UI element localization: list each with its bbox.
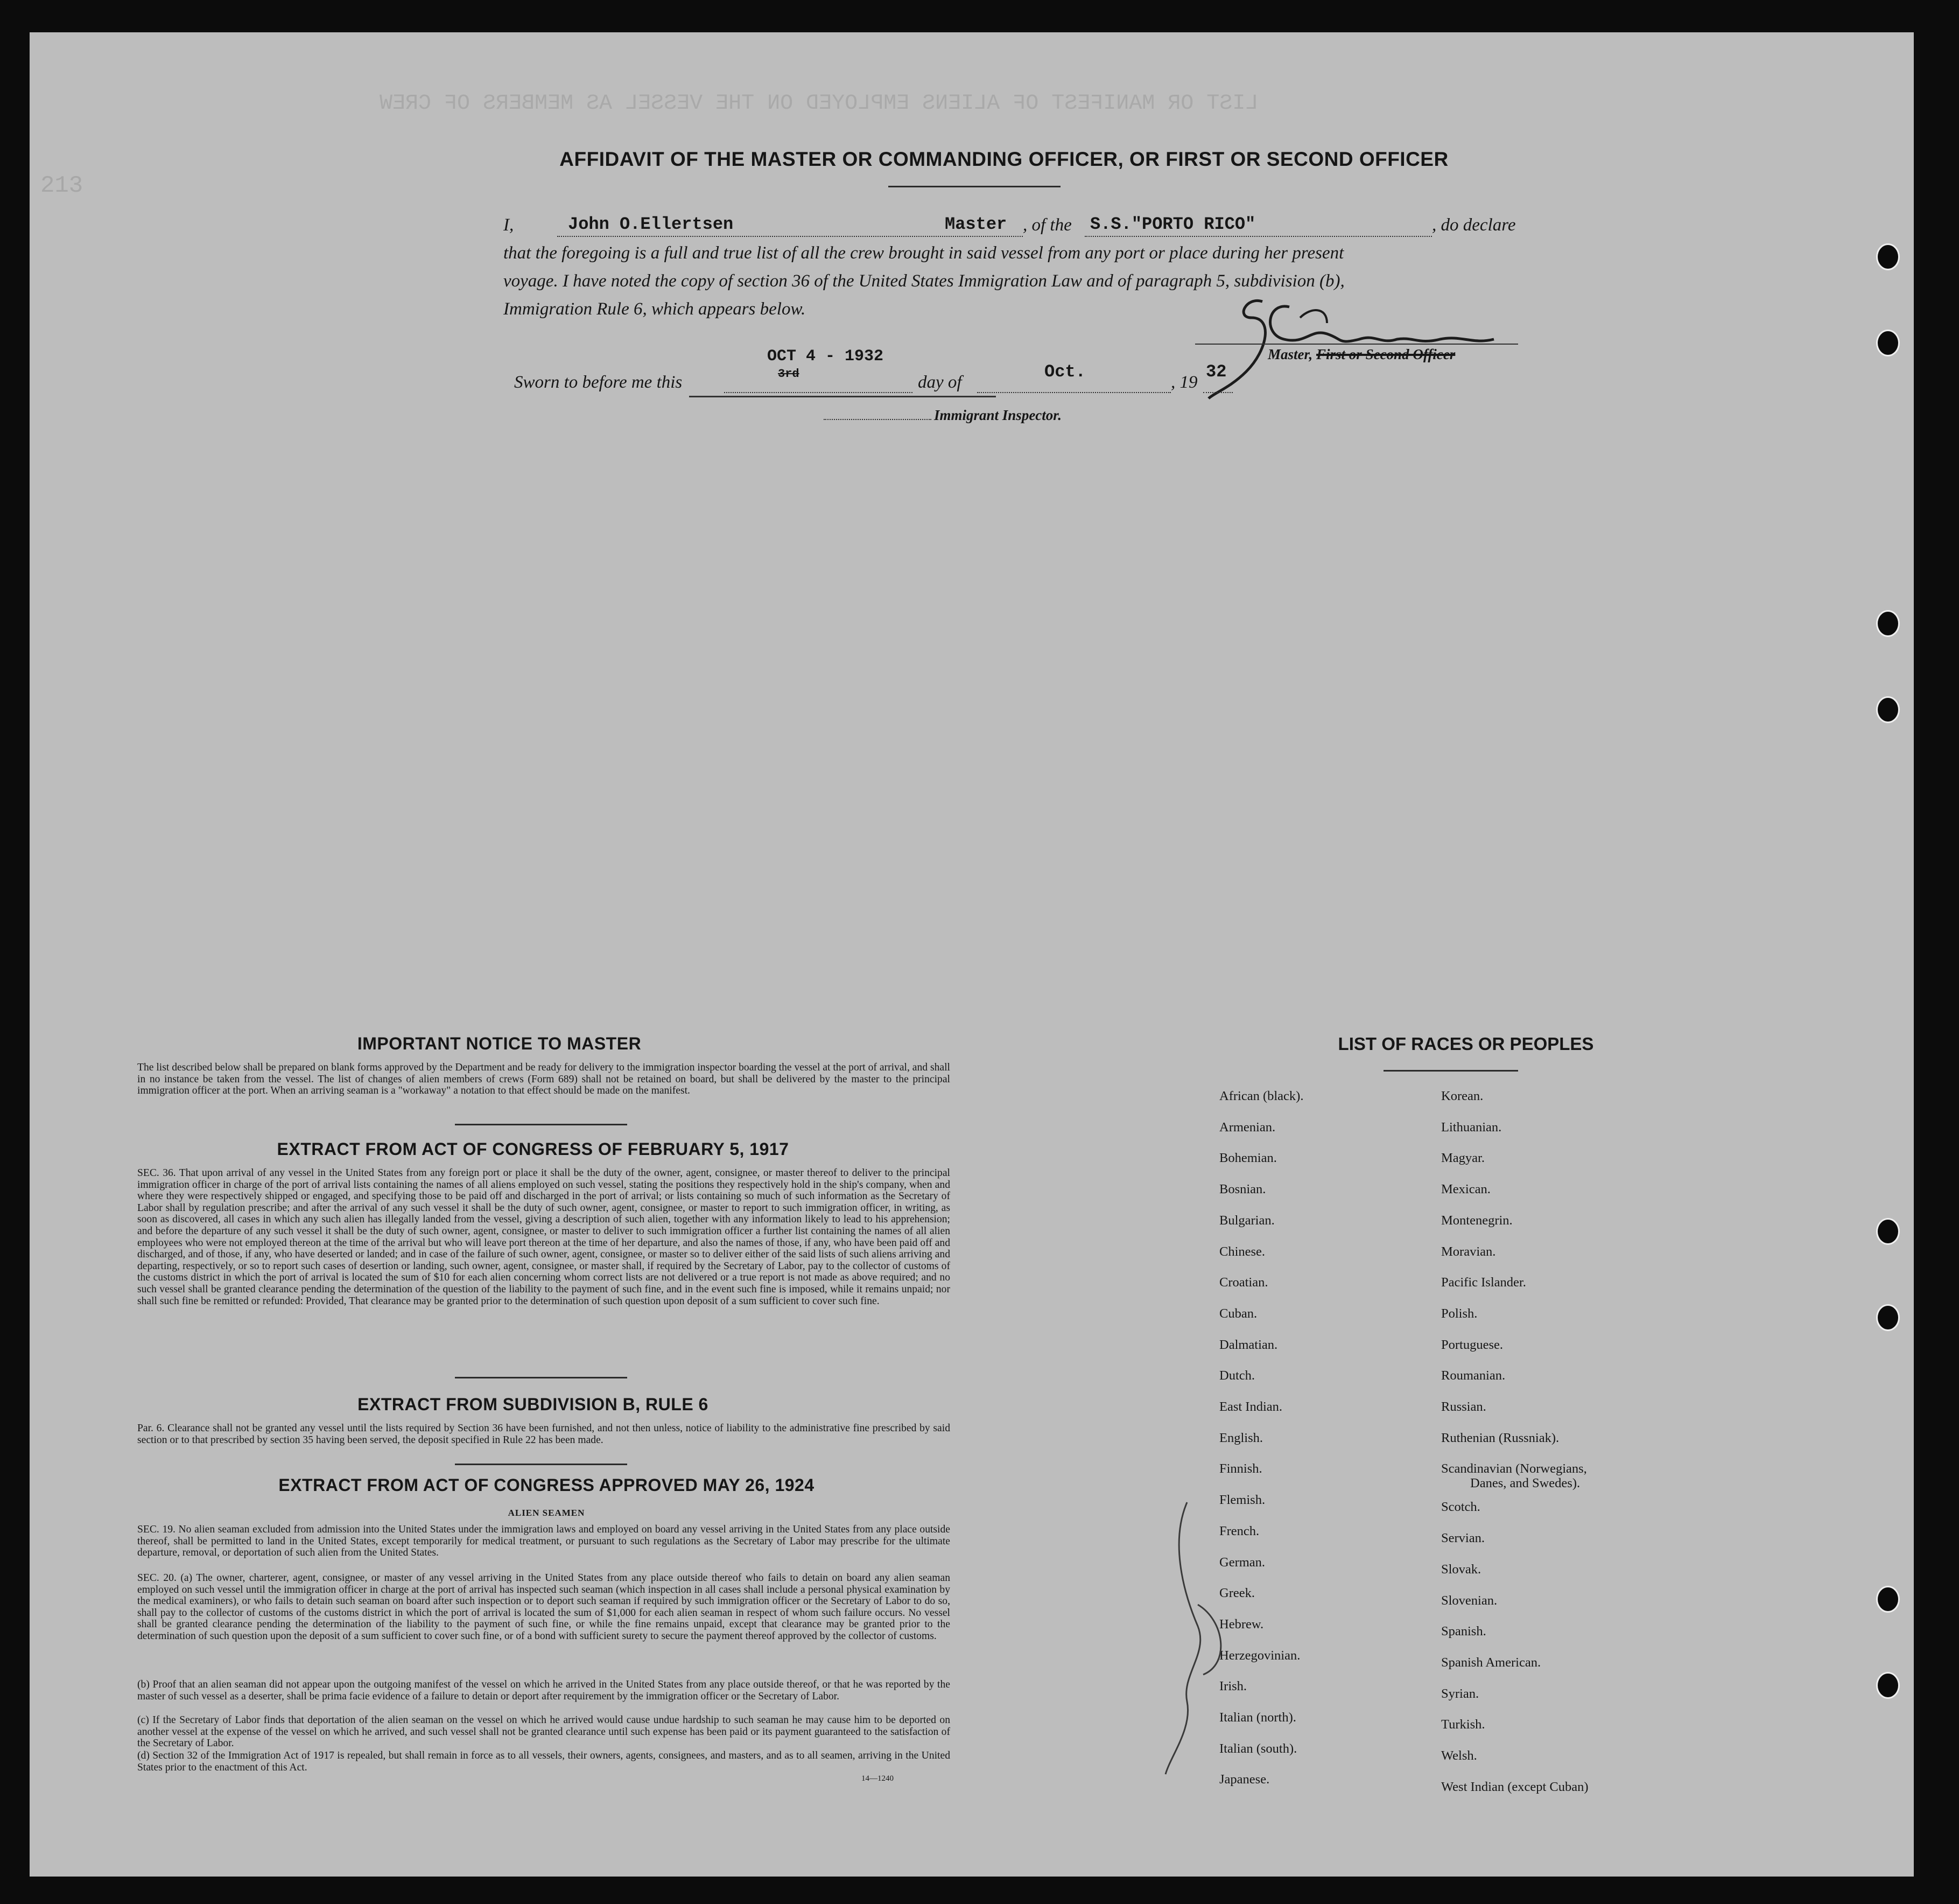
line-prefix: I, — [503, 215, 514, 235]
race-item: Hebrew. — [1219, 1616, 1264, 1632]
year-blank — [1203, 392, 1233, 393]
race-item: Lithuanian. — [1441, 1119, 1502, 1135]
race-item: Cuban. — [1219, 1306, 1258, 1321]
race-item: German. — [1219, 1555, 1266, 1570]
affidavit-line-1 — [503, 215, 514, 235]
race-item: Scandinavian (Norwegians, — [1441, 1461, 1587, 1476]
race-item: Servian. — [1441, 1531, 1485, 1546]
extract-1924-title: EXTRACT FROM ACT OF CONGRESS APPROVED MAY 26, 1924 — [278, 1475, 815, 1495]
race-item: Portuguese. — [1441, 1337, 1503, 1352]
binder-hole — [1876, 1304, 1900, 1331]
inspector-signature-blank — [689, 396, 996, 397]
race-item: Japanese. — [1219, 1772, 1270, 1787]
race-item: Mexican. — [1441, 1182, 1491, 1197]
binder-hole — [1876, 696, 1900, 723]
sworn-day-struck: 3rd — [778, 367, 799, 381]
race-item: Italian (south). — [1219, 1741, 1297, 1756]
extract-1917-body: SEC. 36. That upon arrival of any vessel in the United States from any foreign port or place it shall be the duty of the owner, agent, consignee, or master thereof to deliver to the principal immigration officer in charge of the port of arrival lists containing the names of all aliens employed on such vessel, stating the positions they respectively hold in the ship's company, when and where they were respectively shipped or engaged, and specifying those to be paid off and discharged in the port of arrival; or lists containing so much of such information as the Secretary of Labor shall by regulation prescribe; and after the arrival of any such vessel it shall be the duty of such owner, agent, consignee, or master to report to such immigration officer, in writing, as soon as discovered, all cases in which any such alien has illegally landed from the vessel, giving a description of such alien, together with any information likely to lead to his apprehension; and before the departure of any such vessel it shall be the duty of such owner, agent, consignee, or master to deliver to such immigration officer a further list containing the names of all alien employees who were not employed thereon at the time of the arrival but who will leave port thereon at the time of her departure, and also the names of those, if any, who have been paid off and discharged, and of those, if any, who have deserted or landed; and in case of the failure of such owner, agent, consignee, or master so to deliver either of the said lists of such aliens arriving and departing, respectively, or so to report such cases of desertion or landing, such owner, agent, consignee, or master shall, if required by the Secretary of Labor, pay to the collector of customs of the customs district in which the port of arrival is located the sum of $10 for each alien concerning whom correct lists are not delivered or a true report is not made as above required; and no such vessel shall be granted clearance pending the determination of the question of the liability to the payment of such fine, and in the event such fine is imposed, while it remains unpaid; nor shall such fine be remitted or refunded: Provided, That clearance may be granted prior to the determination of such question upon deposit of a sum sufficient to cover such fine. — [137, 1167, 950, 1307]
race-item: Dutch. — [1219, 1368, 1255, 1383]
race-item: Croatian. — [1219, 1275, 1268, 1290]
vessel-blank — [1085, 236, 1432, 237]
race-item: Armenian. — [1219, 1119, 1276, 1135]
race-item: Spanish American. — [1441, 1655, 1541, 1670]
form-number: 14—1240 — [861, 1774, 894, 1783]
master-name: John O.Ellertsen — [568, 214, 734, 234]
signature-caption — [1268, 346, 1455, 363]
sworn-month: Oct. — [1044, 362, 1086, 382]
day-of-label: day of — [918, 373, 962, 392]
notice-divider — [455, 1124, 627, 1125]
page-mark: 213 — [40, 172, 83, 199]
race-item: Montenegrin. — [1441, 1213, 1513, 1228]
race-item: Moravian. — [1441, 1244, 1496, 1259]
pencil-bracket-mark — [1149, 1497, 1246, 1777]
title-divider — [888, 186, 1061, 187]
binder-hole — [1876, 1672, 1900, 1699]
signature-blank — [1195, 344, 1518, 345]
race-item: Pacific Islander. — [1441, 1275, 1526, 1290]
inspector-caption: Immigrant Inspector. — [934, 407, 1062, 423]
race-item: Roumanian. — [1441, 1368, 1506, 1383]
binder-hole — [1876, 1586, 1900, 1613]
inspector-dotted-blank — [824, 419, 931, 420]
race-item: African (black). — [1219, 1089, 1304, 1103]
extract-rule6-title: EXTRACT FROM SUBDIVISION B, RULE 6 — [357, 1395, 708, 1414]
affidavit-line-2: that the foregoing is a full and true list of all the crew brought in said vessel from any port or place during her present — [503, 243, 1344, 263]
race-item: Chinese. — [1219, 1244, 1266, 1259]
sworn-date-stamp: OCT 4 - 1932 — [767, 347, 884, 366]
race-item: Spanish. — [1441, 1624, 1486, 1639]
master-name-blank — [557, 236, 1023, 237]
race-item: East Indian. — [1219, 1399, 1283, 1414]
document-sheet — [30, 32, 1914, 1877]
month-blank — [977, 392, 1171, 393]
race-item: Greek. — [1219, 1586, 1255, 1601]
master-rank: Master — [945, 214, 1007, 234]
race-item: Polish. — [1441, 1306, 1478, 1321]
race-item: Welsh. — [1441, 1748, 1477, 1763]
extract-1924-sec20b: (b) Proof that an alien seaman did not appear upon the outgoing manifest of the vessel on which he arrived in the United States from any place outside thereof, or that he was reported by the master of such vessel as a deserter, shall be prima facie evidence of a failure to detain or deport after requirement by the immigration officer or the Secretary of Labor. — [137, 1679, 950, 1702]
extract-rule6-divider — [455, 1464, 627, 1465]
binder-hole — [1876, 330, 1900, 356]
sworn-year: 32 — [1206, 362, 1227, 382]
race-item: Flemish. — [1219, 1493, 1266, 1508]
extract-1924-sec20d: (d) Section 32 of the Immigration Act of 1917 is repealed, but shall remain in force as to all vessels, their owners, agents, consignees, and masters, and as to all seamen, arriving in the United States prior to the enactment of this Act. — [137, 1750, 950, 1773]
race-item: Korean. — [1441, 1089, 1484, 1103]
extract-1924-sec19: SEC. 19. No alien seaman excluded from admission into the United States under the immigration laws and employed on board any vessel arriving in the United States from any place outside thereof, shall be permitted to land in the United States, except temporarily for medical treatment, or pursuant to such regulations as the Secretary of Labor may prescribe for the ultimate departure, removal, or deportation of such alien from the United States. — [137, 1524, 950, 1559]
extract-1924-sec20c: (c) If the Secretary of Labor finds that deportation of the alien seaman on the vessel on which he arrived would cause undue hardship to such seaman he may cause him to be deported on another vessel at the expense of the vessel on which he arrived, and such vessel shall not be granted clearance until such expense has been paid or its payment guaranteed to the satisfaction of the Secretary of Labor. — [137, 1714, 950, 1749]
race-item: Dalmatian. — [1219, 1337, 1278, 1352]
race-item: Slovak. — [1441, 1562, 1481, 1577]
binder-hole — [1876, 1218, 1900, 1245]
race-item: Russian. — [1441, 1399, 1486, 1414]
race-item: Bohemian. — [1219, 1151, 1277, 1166]
struck-officer-caption: First or Second Officer — [1316, 346, 1456, 362]
master-caption: Master, — [1268, 346, 1313, 362]
race-item: Scotch. — [1441, 1500, 1480, 1515]
race-item: West Indian (except Cuban) — [1441, 1779, 1589, 1794]
races-divider — [1384, 1070, 1518, 1072]
race-item: Herzegovinian. — [1219, 1648, 1301, 1663]
of-the-label: , of the — [1023, 215, 1072, 235]
race-item: Danes, and Swedes). — [1470, 1476, 1581, 1491]
extract-1917-title: EXTRACT FROM ACT OF CONGRESS OF FEBRUARY 5, 1917 — [277, 1139, 789, 1159]
extract-rule6-body: Par. 6. Clearance shall not be granted any vessel until the lists required by Section 36 have been furnished, and not then unless, notice of liability to the administrative fine prescribed by said section or to that prescribed by section 35 having been served, the deposit specified in Rule 22 has been made. — [137, 1423, 950, 1446]
extract-1924-subtitle: ALIEN SEAMEN — [508, 1508, 585, 1518]
vessel-name: S.S."PORTO RICO" — [1090, 214, 1256, 234]
notice-body: The list described below shall be prepared on blank forms approved by the Department and be ready for delivery to the immigration inspector boarding the vessel at the port of arrival, and shall in no instance be taken from the vessel. The list of changes of alien members of crews (Form 689) shall not be retained on board, but shall be delivered by the master to the principal immigration officer at the port. When an arriving seaman is a "workaway" a notation to that effect should be made on the manifest. — [137, 1062, 950, 1097]
race-item: Bosnian. — [1219, 1182, 1266, 1197]
year-prefix: , 19 — [1171, 373, 1198, 392]
race-item: Slovenian. — [1441, 1593, 1498, 1608]
race-item: Finnish. — [1219, 1461, 1262, 1476]
sworn-label: Sworn to before me this — [514, 373, 683, 392]
extract-1917-divider — [455, 1377, 627, 1378]
race-item: Syrian. — [1441, 1686, 1479, 1701]
binder-hole — [1876, 243, 1900, 270]
race-item: Ruthenian (Russniak). — [1441, 1430, 1560, 1445]
bleed-through-header: LIST OR MANIFEST OF ALIENS EMPLOYED ON THE VESSEL AS MEMBERS OF CREW — [380, 92, 1259, 116]
affidavit-line-3: voyage. I have noted the copy of section 36 of the United States Immigration Law and of paragraph 5, subdivision (b), — [503, 271, 1345, 291]
race-item: English. — [1219, 1430, 1263, 1445]
sworn-day-blank — [724, 392, 912, 393]
notice-title: IMPORTANT NOTICE TO MASTER — [357, 1034, 642, 1053]
race-item: Irish. — [1219, 1679, 1247, 1694]
affidavit-line-4: Immigration Rule 6, which appears below. — [503, 299, 806, 319]
race-item: French. — [1219, 1523, 1260, 1538]
race-item: Magyar. — [1441, 1151, 1485, 1166]
race-item: Bulgarian. — [1219, 1213, 1275, 1228]
affidavit-title: AFFIDAVIT OF THE MASTER OR COMMANDING OFFICER, OR FIRST OR SECOND OFFICER — [559, 148, 1449, 170]
race-item: Italian (north). — [1219, 1710, 1296, 1725]
binder-hole — [1876, 610, 1900, 637]
race-item: Turkish. — [1441, 1717, 1485, 1732]
do-declare-label: , do declare — [1432, 215, 1516, 235]
races-title: LIST OF RACES OR PEOPLES — [1338, 1034, 1594, 1054]
extract-1924-sec20a: SEC. 20. (a) The owner, charterer, agent, consignee, or master of any vessel arriving in the United States from any place outside thereof who fails to detain on board any alien seaman employed on such vessel until the immigration officer in charge at the port of arrival has inspected such seaman (which inspection in all cases shall include a personal physical examination by the medical examiners), or who fails to detain such seaman on board after such inspection or to deport such seaman if required by such immigration officer or the Secretary of Labor to do so, shall pay to the collector of customs of the customs district in which the port of arrival is located the sum of $1,000 for each alien seaman in respect of whom such failure occurs. No vessel shall be granted clearance pending the determination of the liability to the payment of such fine, or while the fine remains unpaid, except that clearance may be granted prior to the determination of such question upon the deposit of a sum sufficient to cover such fine, or of a bond with sufficient surety to secure the payment thereof approved by the collector of customs. — [137, 1572, 950, 1642]
